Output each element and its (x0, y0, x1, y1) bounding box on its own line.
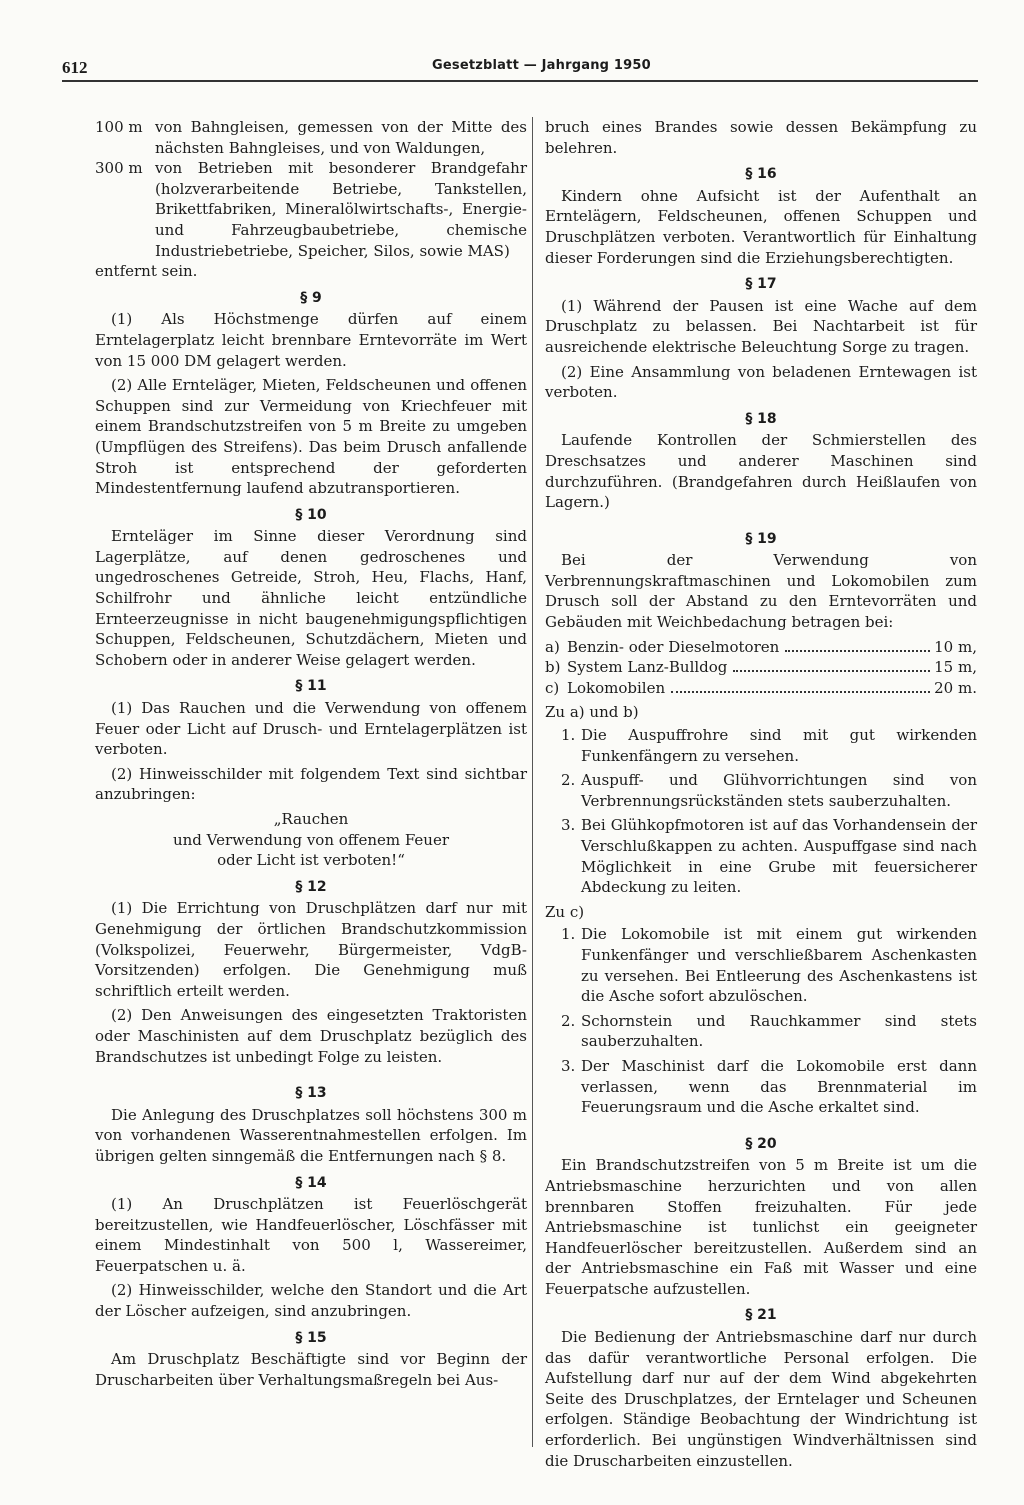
list-item (561, 770, 977, 811)
quote-line: „Rauchen (273, 810, 349, 828)
sublist-heading: Zu a) und b) (545, 703, 639, 722)
paragraph: Die Anlegung des Druschplatzes soll höchstens 300 m von vorhandenen Wasserentnahmestellen erfolgen. Im übrigen gelten sinngemäß die Entfernungen nach § 8. (95, 1105, 527, 1165)
list-number: 2. (561, 1011, 576, 1030)
distance-text: von Bahngleisen, gemessen von der Mitte des nächsten Bahngleises, und von Waldungen, (155, 118, 527, 157)
quote-line: und Verwendung von offenem Feuer (172, 830, 450, 849)
header-rule (62, 80, 978, 82)
distance-value: 300 m (95, 159, 143, 178)
paragraph: (1) Das Rauchen und die Verwendung von offenem Feuer oder Licht auf Drusch- und Erntelagerplätzen ist verboten. (95, 699, 527, 759)
row-value: 15 m, (934, 658, 977, 677)
row-value: 20 m. (934, 678, 977, 697)
distance-table-row (545, 637, 977, 658)
paragraph: (1) Während der Pausen ist eine Wache auf dem Druschplatz zu belassen. Bei Nachtarbeit ist für ausreichende elektrische Beleuchtung Sorge zu tragen. (545, 296, 977, 356)
page-title: Gesetzblatt — Jahrgang 1950 (432, 58, 651, 73)
list-item (561, 815, 977, 897)
quote-line: oder Licht ist verboten!“ (217, 851, 405, 870)
left-column (95, 117, 527, 1394)
paragraph: Am Druschplatz Beschäftigte sind vor Beginn der Druscharbeiten über Verhaltungsmaßregeln bei Aus- (95, 1350, 527, 1389)
paragraph: (2) Eine Ansammlung von beladenen Erntewagen ist verboten. (545, 362, 977, 402)
section-heading: § 21 (745, 1307, 777, 1324)
row-label: b) (545, 658, 561, 677)
paragraph: Die Bedienung der Antriebsmaschine darf nur durch das dafür verantwortliche Personal erfolgen. Die Aufstellung darf nur auf der dem Wind abgekehrten Seite des Druschplatzes, der Erntelager und Scheunen erfolgen. Ständige Beobachtung der Windrichtung ist erforderlich. Bei ungünstigen Windverhältnissen sind die Druscharbeiten einzustellen. (545, 1328, 977, 1470)
paragraph: (1) Die Errichtung von Druschplätzen darf nur mit Genehmigung der örtlichen Brandschutzkommission (Volkspolizei, Feuerwehr, Bürgermeister, VdgB-Vorsitzenden) erfolgen. Die Genehmigung muß schriftlich erteilt werden. (95, 899, 527, 1000)
paragraph: Kindern ohne Aufsicht ist der Aufenthalt an Erntelägern, Feldscheunen, offenen Schuppen und Druschplätzen verboten. Verantwortlich für Einhaltung dieser Forderungen sind die Erziehungsberechtigten. (545, 186, 977, 267)
paragraph: bruch eines Brandes sowie dessen Bekämpfung zu belehren. (545, 118, 977, 157)
list-number: 2. (561, 771, 576, 790)
list-text: Auspuff- und Glühvorrichtungen sind von Verbrennungsrückständen stets sauberzuhalten. (581, 771, 977, 810)
list-text: Die Auspuffrohre sind mit gut wirkenden Funkenfängern zu versehen. (581, 726, 977, 765)
leader-dots (671, 691, 930, 693)
paragraph: (2) Alle Ernteläger, Mieten, Feldscheunen und offenen Schuppen sind zur Vermeidung von Kriechfeuer mit einem Brandschutzstreifen von 5 m Breite zu umgeben (Umpflügen des Streifens). Das beim Drusch anfallende Stroh ist entsprechend der geforderten Mindestentfernung laufend abzutransportieren. (95, 376, 527, 498)
paragraph: Bei der Verwendung von Verbrennungskraftmaschinen und Lokomobilen zum Drusch soll der Abstand zu den Erntevorräten und Gebäuden mit Weichbedachung betragen bei: (545, 551, 977, 632)
distance-value: 100 m (95, 118, 143, 136)
section-heading: § 16 (745, 166, 777, 183)
section-heading: § 18 (745, 410, 777, 427)
list-number: 1. (561, 726, 576, 745)
section-heading: § 9 (300, 289, 322, 306)
list-item (561, 1011, 977, 1052)
section-heading: § 14 (295, 1174, 327, 1191)
row-text: Lokomobilen (567, 678, 666, 697)
list-item (561, 924, 977, 1006)
distance-table-row (545, 657, 977, 678)
paragraph: (1) Als Höchstmenge dürfen auf einem Erntelagerplatz leicht brennbare Erntevorräte im Wert von 15 000 DM gelagert werden. (95, 310, 527, 370)
row-text: System Lanz-Bulldog (567, 658, 728, 677)
paragraph: Laufende Kontrollen der Schmierstellen des Dreschsatzes und anderer Maschinen sind durchzuführen. (Brandgefahren durch Heißlaufen von Lagern.) (545, 431, 977, 512)
leader-dots (733, 670, 930, 672)
quote-block (95, 809, 527, 871)
paragraph: (1) An Druschplätzen ist Feuerlöschgerät bereitzustellen, wie Handfeuerlöscher, Löschfässer mit einem Mindestinhalt von 500 l, Wassereimer, Feuerpatschen u. ä. (95, 1195, 527, 1275)
distance-item (95, 117, 527, 158)
list-number: 1. (561, 925, 576, 944)
numbered-list (561, 725, 977, 898)
list-text: Die Lokomobile ist mit einem gut wirkenden Funkenfänger und verschließbarem Aschenkasten zu versehen. Bei Entleerung des Aschenkastens ist die Asche sofort abzulöschen. (581, 925, 977, 1006)
column-divider (532, 117, 533, 1447)
paragraph: Ein Brandschutzstreifen von 5 m Breite ist um die Antriebsmaschine herzurichten und von allen brennbaren Stoffen freizuhalten. Für jede Antriebsmaschine ist tunlichst ein geeigneter Handfeuerlöscher bereitzustellen. Außerdem sind an der Antriebsmaschine ein Faß mit Wasser und eine Feuerpatsche aufzustellen. (545, 1156, 977, 1298)
distance-item (95, 158, 527, 261)
paragraph: Ernteläger im Sinne dieser Verordnung sind Lagerplätze, auf denen gedroschenes und ungedroschenes Getreide, Stroh, Heu, Flachs, Hanf, Schilfrohr und ähnliche leicht entzündliche Ernteerzeugnisse in nicht baugenehmigungspflichtigen Schuppen, Feldscheunen, Schutzdächern, Mieten und Schobern oder in anderer Weise gelagert werden. (95, 527, 527, 669)
row-text: Benzin- oder Dieselmotoren (567, 637, 780, 656)
section-heading: § 19 (745, 530, 777, 547)
row-value: 10 m, (934, 637, 977, 656)
list-text: Schornstein und Rauchkammer sind stets sauberzuhalten. (581, 1011, 977, 1051)
section-heading: § 15 (295, 1329, 327, 1346)
list-number: 3. (561, 816, 576, 835)
list-item (561, 725, 977, 766)
list-text: Bei Glühkopfmotoren ist auf das Vorhandensein der Verschlußkappen zu achten. Auspuffgase sind nach Möglichkeit in eine Grube mit feuersicherer Abdeckung zu leiten. (581, 816, 977, 897)
section-heading: § 10 (295, 506, 327, 523)
paragraph: (2) Den Anweisungen des eingesetzten Traktoristen oder Maschinisten auf dem Druschplatz bezüglich des Brandschutzes ist unbedingt Folge zu leisten. (95, 1006, 527, 1066)
paragraph: (2) Hinweisschilder mit folgendem Text sind sichtbar anzubringen: (95, 764, 527, 804)
leader-dots (785, 650, 930, 652)
row-label: a) (545, 637, 560, 656)
numbered-list (561, 924, 977, 1117)
page-number: 612 (62, 58, 88, 77)
section-heading: § 12 (295, 878, 327, 895)
distance-text: von Betrieben mit besonderer Brandgefahr (holzverarbeitende Betriebe, Tankstellen, Brikettfabriken, Mineralölwirtschafts-, Energie- und Fahrzeugbaubetriebe, chemische Industriebetriebe, Speicher, Silos, sowie MAS) (155, 159, 527, 260)
page-header (62, 54, 978, 84)
right-column (545, 117, 977, 1475)
section-heading: § 11 (295, 678, 327, 695)
paragraph: entfernt sein. (95, 262, 198, 281)
list-item (561, 1056, 977, 1118)
row-label: c) (545, 678, 560, 697)
section-heading: § 20 (745, 1135, 777, 1152)
list-number: 3. (561, 1056, 576, 1075)
paragraph: (2) Hinweisschilder, welche den Standort und die Art der Löscher aufzeigen, sind anzubringen. (95, 1281, 527, 1321)
distance-table-row (545, 678, 977, 699)
section-heading: § 13 (295, 1085, 327, 1102)
list-text: Der Maschinist darf die Lokomobile erst dann verlassen, wenn das Brennmaterial im Feuerungsraum und die Asche erkaltet sind. (581, 1056, 977, 1117)
sublist-heading: Zu c) (545, 902, 585, 921)
section-heading: § 17 (745, 276, 777, 293)
